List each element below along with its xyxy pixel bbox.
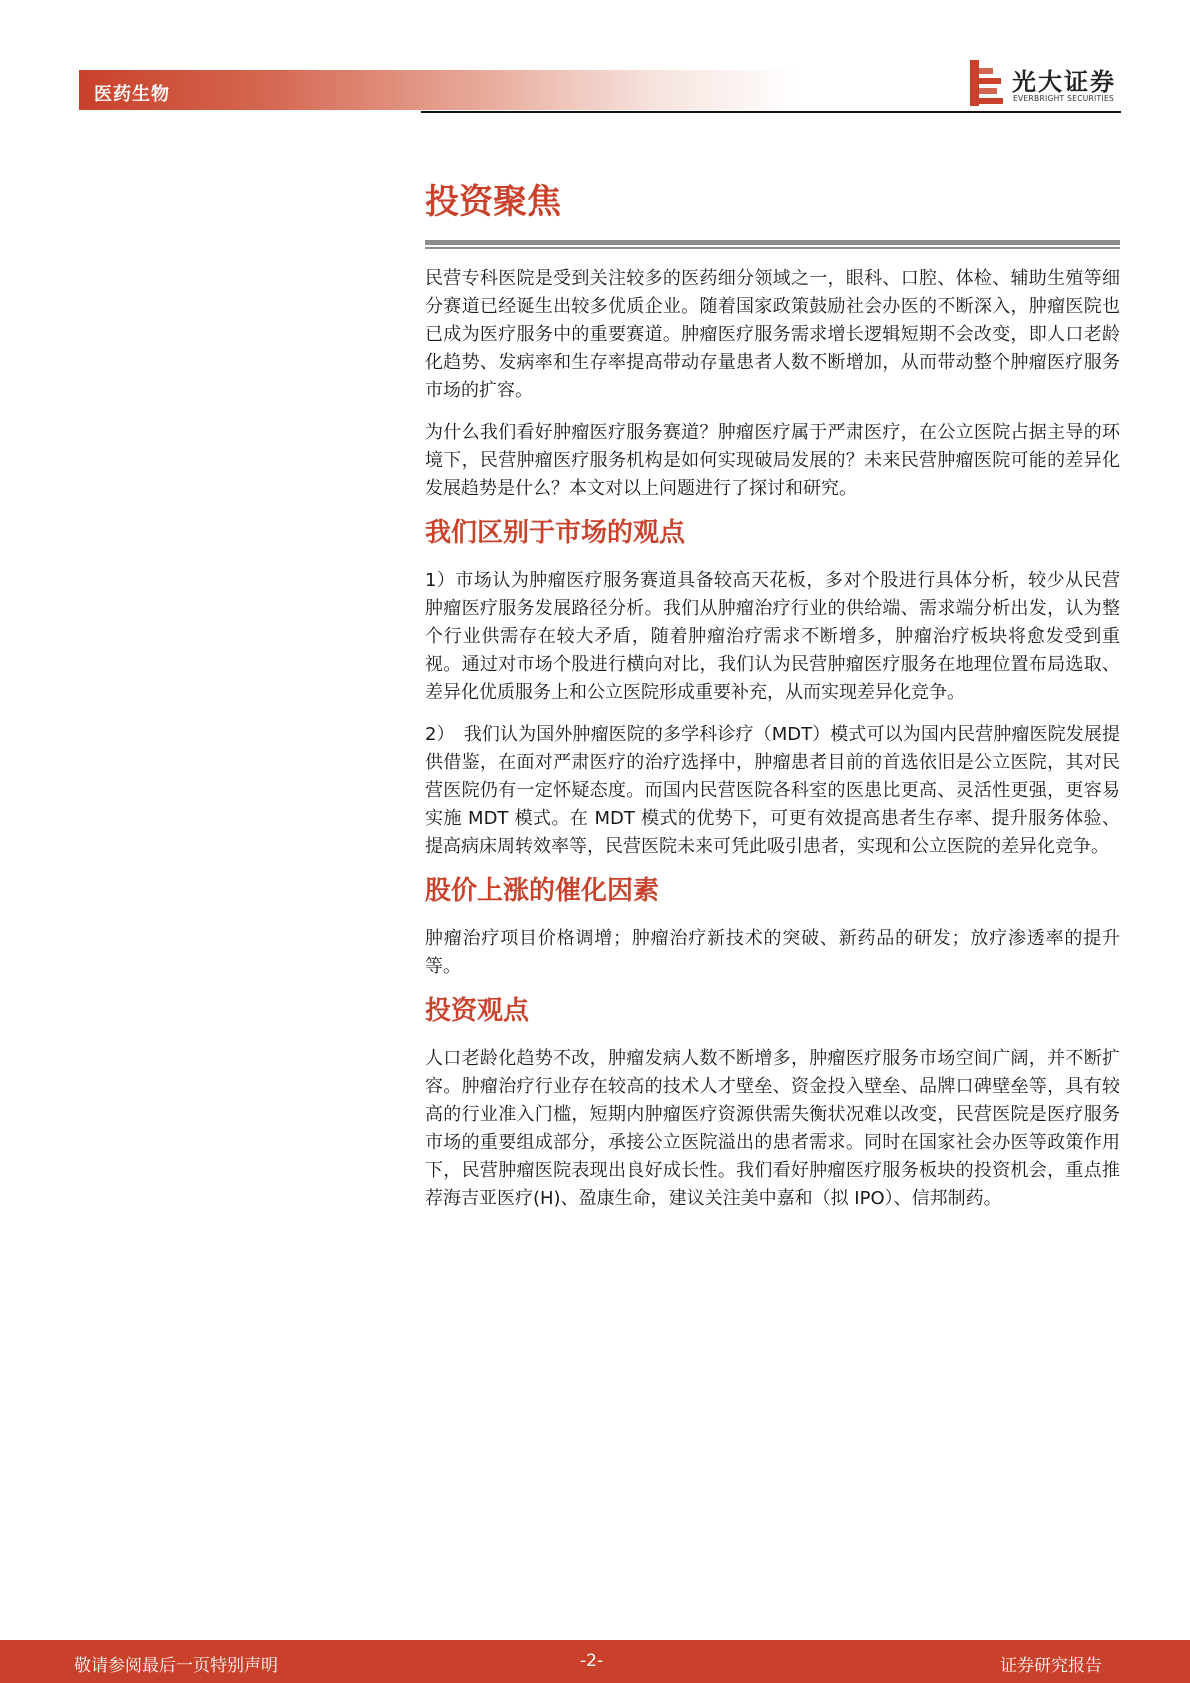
title-rule-thick <box>425 240 1120 245</box>
title-rule-thin <box>425 247 1120 249</box>
page-title: 投资聚焦 <box>425 182 561 222</box>
section-heading-market-view: 我们区别于市场的观点 <box>425 518 686 548</box>
section-heading-investment-view: 投资观点 <box>425 996 530 1026</box>
title-double-rule <box>425 240 1120 249</box>
header-rule <box>421 111 1121 113</box>
section-paragraph: 1）市场认为肿瘤医疗服务赛道具备较高天花板，多对个股进行具体分析，较少从民营肿瘤医疗服务发展路径分析。我们从肿瘤治疗行业的供给端、需求端分析出发，认为整个行业供需存在较大矛盾，随着肿瘤治疗需求不断增多，肿瘤治疗板块将愈发受到重视。通过对市场个股进行横向对比，我们认为民营肿瘤医疗服务在地理位置布局选取、差异化优质服务上和公立医院形成重要补充，从而实现差异化竞争。 <box>425 570 1120 703</box>
logo-mark-icon <box>970 60 1004 106</box>
section-heading-catalysts: 股价上涨的催化因素 <box>425 876 660 906</box>
intro-paragraph: 为什么我们看好肿瘤医疗服务赛道？肿瘤医疗属于严肃医疗，在公立医院占据主导的环境下，民营肿瘤医疗服务机构是如何实现破局发展的？未来民营肿瘤医院可能的差异化发展趋势是什么？本文对以上问题进行了探讨和研究。 <box>425 422 1120 499</box>
footer-report-type: 证券研究报告 <box>1000 1656 1102 1676</box>
footer-disclaimer-note: 敬请参阅最后一页特别声明 <box>74 1656 278 1676</box>
logo-english-name: EVERBRIGHT SECURITIES <box>1013 94 1115 103</box>
section-label: 医药生物 <box>94 84 170 105</box>
section-paragraph: 肿瘤治疗项目价格调增；肿瘤治疗新技术的突破、新药品的研发；放疗渗透率的提升等。 <box>425 928 1120 977</box>
report-body <box>425 180 1120 1213</box>
section-paragraph: 2） 我们认为国外肿瘤医院的多学科诊疗（MDT）模式可以为国内民营肿瘤医院发展提供借鉴，在面对严肃医疗的治疗选择中，肿瘤患者目前的首选依旧是公立医院，其对民营医院仍有一定怀疑态度。而国内民营医院各科室的医患比更高、灵活性更强，更容易实施 MDT 模式。在 MDT 模式的优势下，可更有效提高患者生存率、提升服务体验、提高病床周转效率等，民营医院未来可凭此吸引患者，实现和公立医院的差异化竞争。 <box>425 724 1120 857</box>
company-logo <box>970 58 1120 108</box>
page-footer <box>0 1640 1190 1683</box>
page-number: -2- <box>580 1651 604 1671</box>
logo-chinese-name: 光大证券 <box>1012 68 1116 96</box>
header-band <box>79 70 799 110</box>
section-paragraph: 人口老龄化趋势不改，肿瘤发病人数不断增多，肿瘤医疗服务市场空间广阔，并不断扩容。肿瘤治疗行业存在较高的技术人才壁垒、资金投入壁垒、品牌口碑壁垒等，具有较高的行业准入门槛，短期内肿瘤医疗资源供需失衡状况难以改变，民营医院是医疗服务市场的重要组成部分，承接公立医院溢出的患者需求。同时在国家社会办医等政策作用下，民营肿瘤医院表现出良好成长性。我们看好肿瘤医疗服务板块的投资机会，重点推荐海吉亚医疗(H)、盈康生命，建议关注美中嘉和（拟 IPO）、信邦制药。 <box>425 1048 1120 1209</box>
intro-paragraph: 民营专科医院是受到关注较多的医药细分领域之一，眼科、口腔、体检、辅助生殖等细分赛道已经诞生出较多优质企业。随着国家政策鼓励社会办医的不断深入，肿瘤医院也已成为医疗服务中的重要赛道。肿瘤医疗服务需求增长逻辑短期不会改变，即人口老龄化趋势、发病率和生存率提高带动存量患者人数不断增加，从而带动整个肿瘤医疗服务市场的扩容。 <box>425 268 1120 401</box>
